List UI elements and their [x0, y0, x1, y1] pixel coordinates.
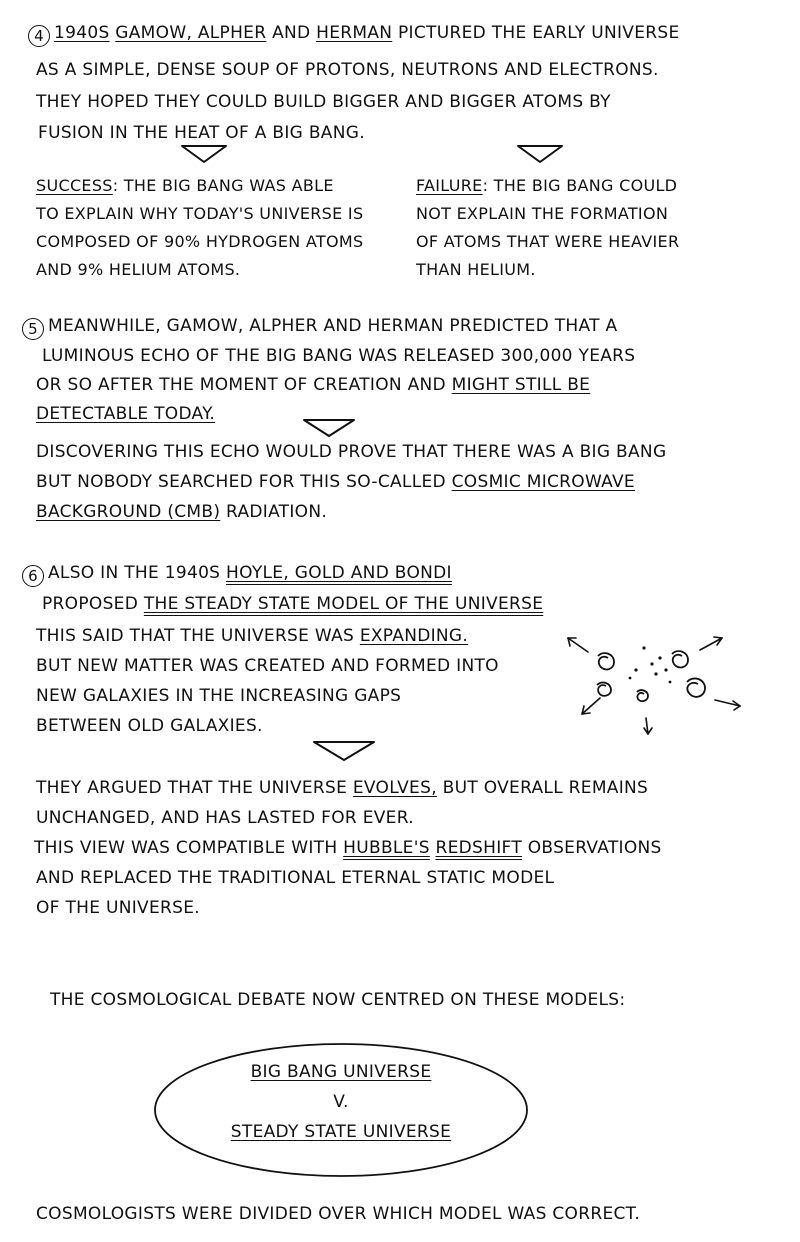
section-6-line-10: AND REPLACED THE TRADITIONAL ETERNAL STATIC MODEL — [36, 868, 555, 888]
word-and: AND — [272, 23, 311, 43]
background-cmb: BACKGROUND (CMB) — [36, 502, 221, 522]
section-number-5: 5 — [22, 318, 44, 340]
text-fragment: PROPOSED — [42, 594, 139, 614]
section-number-4: 4 — [28, 25, 50, 47]
section-6-line-4: BUT NEW MATTER WAS CREATED AND FORMED INTO — [36, 656, 499, 676]
section-4-line-1 — [28, 25, 680, 47]
text-fragment: : THE BIG BANG WAS ABLE — [112, 176, 334, 195]
text-fragment: : THE BIG BANG COULD — [482, 176, 678, 195]
section-6-line-3 — [36, 628, 468, 645]
section-5-line-1 — [22, 318, 617, 340]
down-arrow-icon — [516, 144, 564, 164]
section-4-line-2: AS A SIMPLE, DENSE SOUP OF PROTONS, NEUTRONS AND ELECTRONS. — [36, 60, 659, 80]
text-fragment: THIS SAID THAT THE UNIVERSE WAS — [36, 626, 355, 646]
might-still-be: MIGHT STILL BE — [451, 375, 591, 395]
text-fragment: ALSO IN THE 1940S — [48, 563, 221, 583]
steady-state-model: THE STEADY STATE MODEL OF THE UNIVERSE — [143, 594, 544, 614]
expanding: EXPANDING. — [359, 626, 469, 646]
failure-line-2: NOT EXPLAIN THE FORMATION — [416, 204, 669, 223]
redshift: REDSHIFT — [435, 838, 523, 858]
success-line-3: COMPOSED OF 90% HYDROGEN ATOMS — [36, 232, 364, 251]
text-fragment: THEY ARGUED THAT THE UNIVERSE — [36, 778, 348, 798]
section-6-line-5: NEW GALAXIES IN THE INCREASING GAPS — [36, 686, 402, 706]
section-6-line-6: BETWEEN OLD GALAXIES. — [36, 716, 263, 736]
success-label: SUCCESS — [36, 176, 113, 195]
cosmic-microwave: COSMIC MICROWAVE — [451, 472, 635, 492]
debate-intro: THE COSMOLOGICAL DEBATE NOW CENTRED ON THESE MODELS: — [50, 990, 626, 1010]
failure-label: FAILURE — [416, 176, 483, 195]
text-fragment: PICTURED THE EARLY UNIVERSE — [398, 23, 680, 43]
failure-line-4: THAN HELIUM. — [416, 260, 536, 279]
section-number-6: 6 — [22, 565, 44, 587]
down-arrow-icon — [180, 144, 228, 164]
hubbles: HUBBLE'S — [343, 838, 430, 858]
text-fragment: BUT OVERALL REMAINS — [442, 778, 649, 798]
model-big-bang: BIG BANG UNIVERSE — [250, 1062, 432, 1082]
failure-line-3: OF ATOMS THAT WERE HEAVIER — [416, 232, 680, 251]
evolves: EVOLVES, — [352, 778, 437, 798]
section-6-line-9 — [34, 840, 662, 857]
success-line-2: TO EXPLAIN WHY TODAY'S UNIVERSE IS — [36, 204, 364, 223]
section-6-line-7 — [36, 780, 648, 797]
debate-conclusion: COSMOLOGISTS WERE DIVIDED OVER WHICH MODEL WAS CORRECT. — [36, 1204, 641, 1224]
section-6-line-1 — [22, 565, 452, 587]
text-fragment: BUT NOBODY SEARCHED FOR THIS SO-CALLED — [36, 472, 446, 492]
text-fragment: OR SO AFTER THE MOMENT OF CREATION AND — [36, 375, 446, 395]
versus: V. — [333, 1092, 349, 1112]
section-4-line-4: FUSION IN THE HEAT OF A BIG BANG. — [38, 123, 365, 143]
section-4-line-3: THEY HOPED THEY COULD BUILD BIGGER AND BIGGER ATOMS BY — [36, 92, 611, 112]
success-line-4: AND 9% HELIUM ATOMS. — [36, 260, 241, 279]
down-arrow-icon — [312, 740, 376, 762]
hoyle-gold-bondi: HOYLE, GOLD AND BONDI — [226, 563, 452, 583]
model-steady-state: STEADY STATE UNIVERSE — [230, 1122, 452, 1142]
down-arrow-icon — [302, 418, 356, 438]
section-6-line-2 — [42, 596, 543, 613]
year-1940s: 1940S — [54, 23, 110, 43]
names-gamow-alpher: GAMOW, ALPHER — [115, 23, 267, 43]
section-5-line-7 — [36, 504, 327, 521]
expanding-galaxies-sketch — [560, 620, 760, 740]
section-5-line-5: DISCOVERING THIS ECHO WOULD PROVE THAT THERE WAS A BIG BANG — [36, 442, 667, 462]
text-fragment: RADIATION. — [226, 502, 328, 522]
name-herman: HERMAN — [316, 23, 393, 43]
section-5-line-3 — [36, 377, 590, 394]
section-6-line-11: OF THE UNIVERSE. — [36, 898, 200, 918]
detectable-today: DETECTABLE TODAY. — [36, 404, 216, 424]
text-fragment: MEANWHILE, GAMOW, ALPHER AND HERMAN PREDICTED THAT A — [48, 316, 618, 336]
text-fragment: OBSERVATIONS — [527, 838, 662, 858]
failure-line-1 — [416, 178, 677, 194]
section-5-line-2: LUMINOUS ECHO OF THE BIG BANG WAS RELEASED 300,000 YEARS — [42, 346, 636, 366]
success-line-1 — [36, 178, 334, 194]
section-6-line-8: UNCHANGED, AND HAS LASTED FOR EVER. — [36, 808, 414, 828]
section-5-line-6 — [36, 474, 635, 491]
text-fragment: THIS VIEW WAS COMPATIBLE WITH — [34, 838, 338, 858]
